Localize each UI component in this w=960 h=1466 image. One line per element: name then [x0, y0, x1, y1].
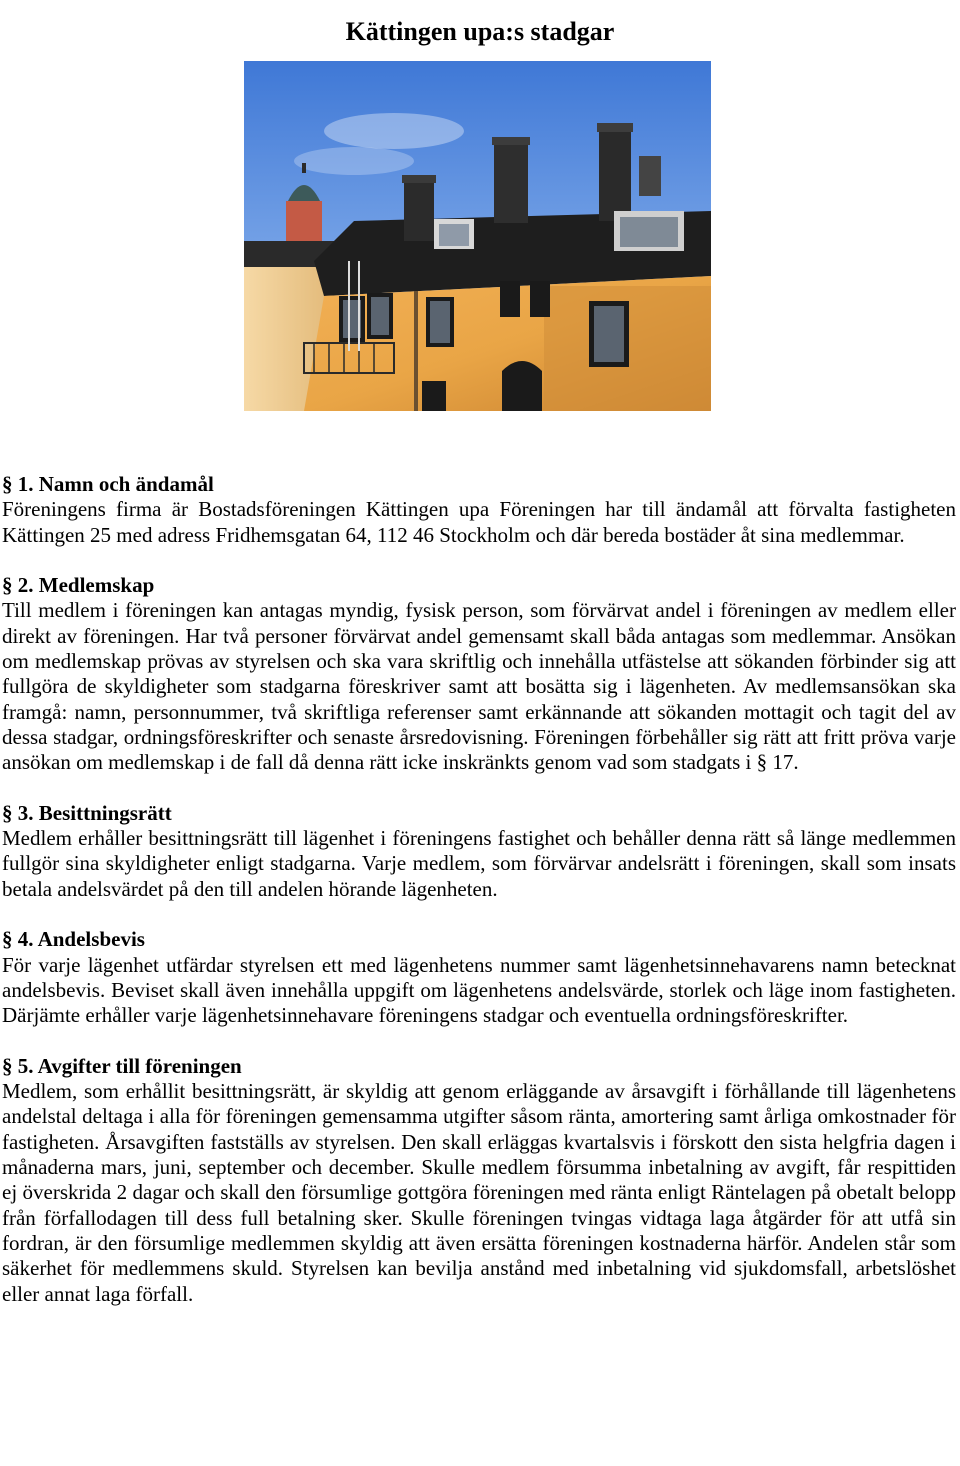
section-5 [2, 1054, 956, 1307]
section-text: Medlem erhåller besittningsrätt till lägenhet i föreningens fastighet och behåller denna rätt så länge medlemmen fullgör sina skyldigheter enligt stadgarna. Varje medlem, som förvärvar andelsrätt i föreningen, skall som insats betala andelsvärdet på den till andelen hörande lägenheten. [2, 826, 956, 901]
section-text: Föreningens firma är Bostadsföreningen Kättingen upa Föreningen har till ändamål att förvalta fastigheten Kättingen 25 med adress Fridhemsgatan 64, 112 46 Stockholm och där bereda bostäder åt sina medlemmar. [2, 497, 956, 547]
section-heading: § 4. Andelsbevis [2, 927, 145, 952]
section-text: Till medlem i föreningen kan antagas myndig, fysisk person, som förvärvat andel i föreningen av medlem eller direkt av föreningen. Har två personer förvärvat andel gemensamt skall båda antagas som medlemmar. Ansökan om medlemskap prövas av styrelsen och ska vara skriftlig och innehålla utfästelse att sökanden förbinder sig att fullgöra de skyldigheter som stadgarna föreskriver samt att bosätta sig i lägenheten. Av medlemsansökan ska framgå: namn, personnummer, två skriftliga referenser samt erkännande att sökanden mottagit och tagit del av dessa stadgar, ordningsföreskrifter och senaste årsredovisning. Föreningen förbehåller sig rätt att fritt pröva varje ansökan om medlemskap i de fall då denna rätt icke inskränkts genom vad som stadgats i § 17. [2, 598, 956, 775]
statute-content [2, 472, 956, 1332]
section-4 [2, 927, 956, 1028]
section-3 [2, 801, 956, 902]
section-2 [2, 573, 956, 775]
building-photo [244, 61, 711, 411]
section-heading: § 5. Avgifter till föreningen [2, 1053, 242, 1078]
section-text: Medlem, som erhållit besittningsrätt, är skyldig att genom erläggande av årsavgift i förhållande till lägenhetens andelstal deltaga i alla för föreningen gemensamma utgifter såsom ränta, amortering samt årliga omkostnader för fastigheten. Årsavgiften fastställs av styrelsen. Den skall erläggas kvartalsvis i förskott den sista helgfria dagen i månaderna mars, juni, september och december. Skulle medlem försumma inbetalning av avgift, får respittiden ej överskrida 2 dagar och skall den försumlige gottgöra föreningen med ränta enligt Räntelagen på obetalt belopp från förfallodagen till dess full betalning sker. Skulle föreningen tvingas vidtaga laga åtgärder för att utfå sin fordran, är den försumlige medlemmen skyldig att även ersätta föreningen kostnaderna härför. Andelen står som säkerhet för medlemmens skuld. Styrelsen kan bevilja anstånd med inbetalning vid sjukdomsfall, arbetslöshet eller annat laga förfall. [2, 1079, 956, 1306]
section-heading: § 3. Besittningsrätt [2, 800, 172, 825]
section-heading: § 1. Namn och ändamål [2, 472, 214, 496]
section-1 [2, 472, 956, 548]
section-text: För varje lägenhet utfärdar styrelsen ett med lägenhetens nummer samt lägenhetsinnehavarens namn betecknat andelsbevis. Beviset skall även innehålla uppgift om lägenhetens andelsvärde, storlek och läge inom fastigheten. Därjämte erhåller varje lägenhetsinnehavare föreningens stadgar och eventuella ordningsföreskrifter. [2, 952, 956, 1028]
page-title: Kättingen upa:s stadgar [345, 17, 615, 47]
section-heading: § 2. Medlemskap [2, 573, 155, 598]
